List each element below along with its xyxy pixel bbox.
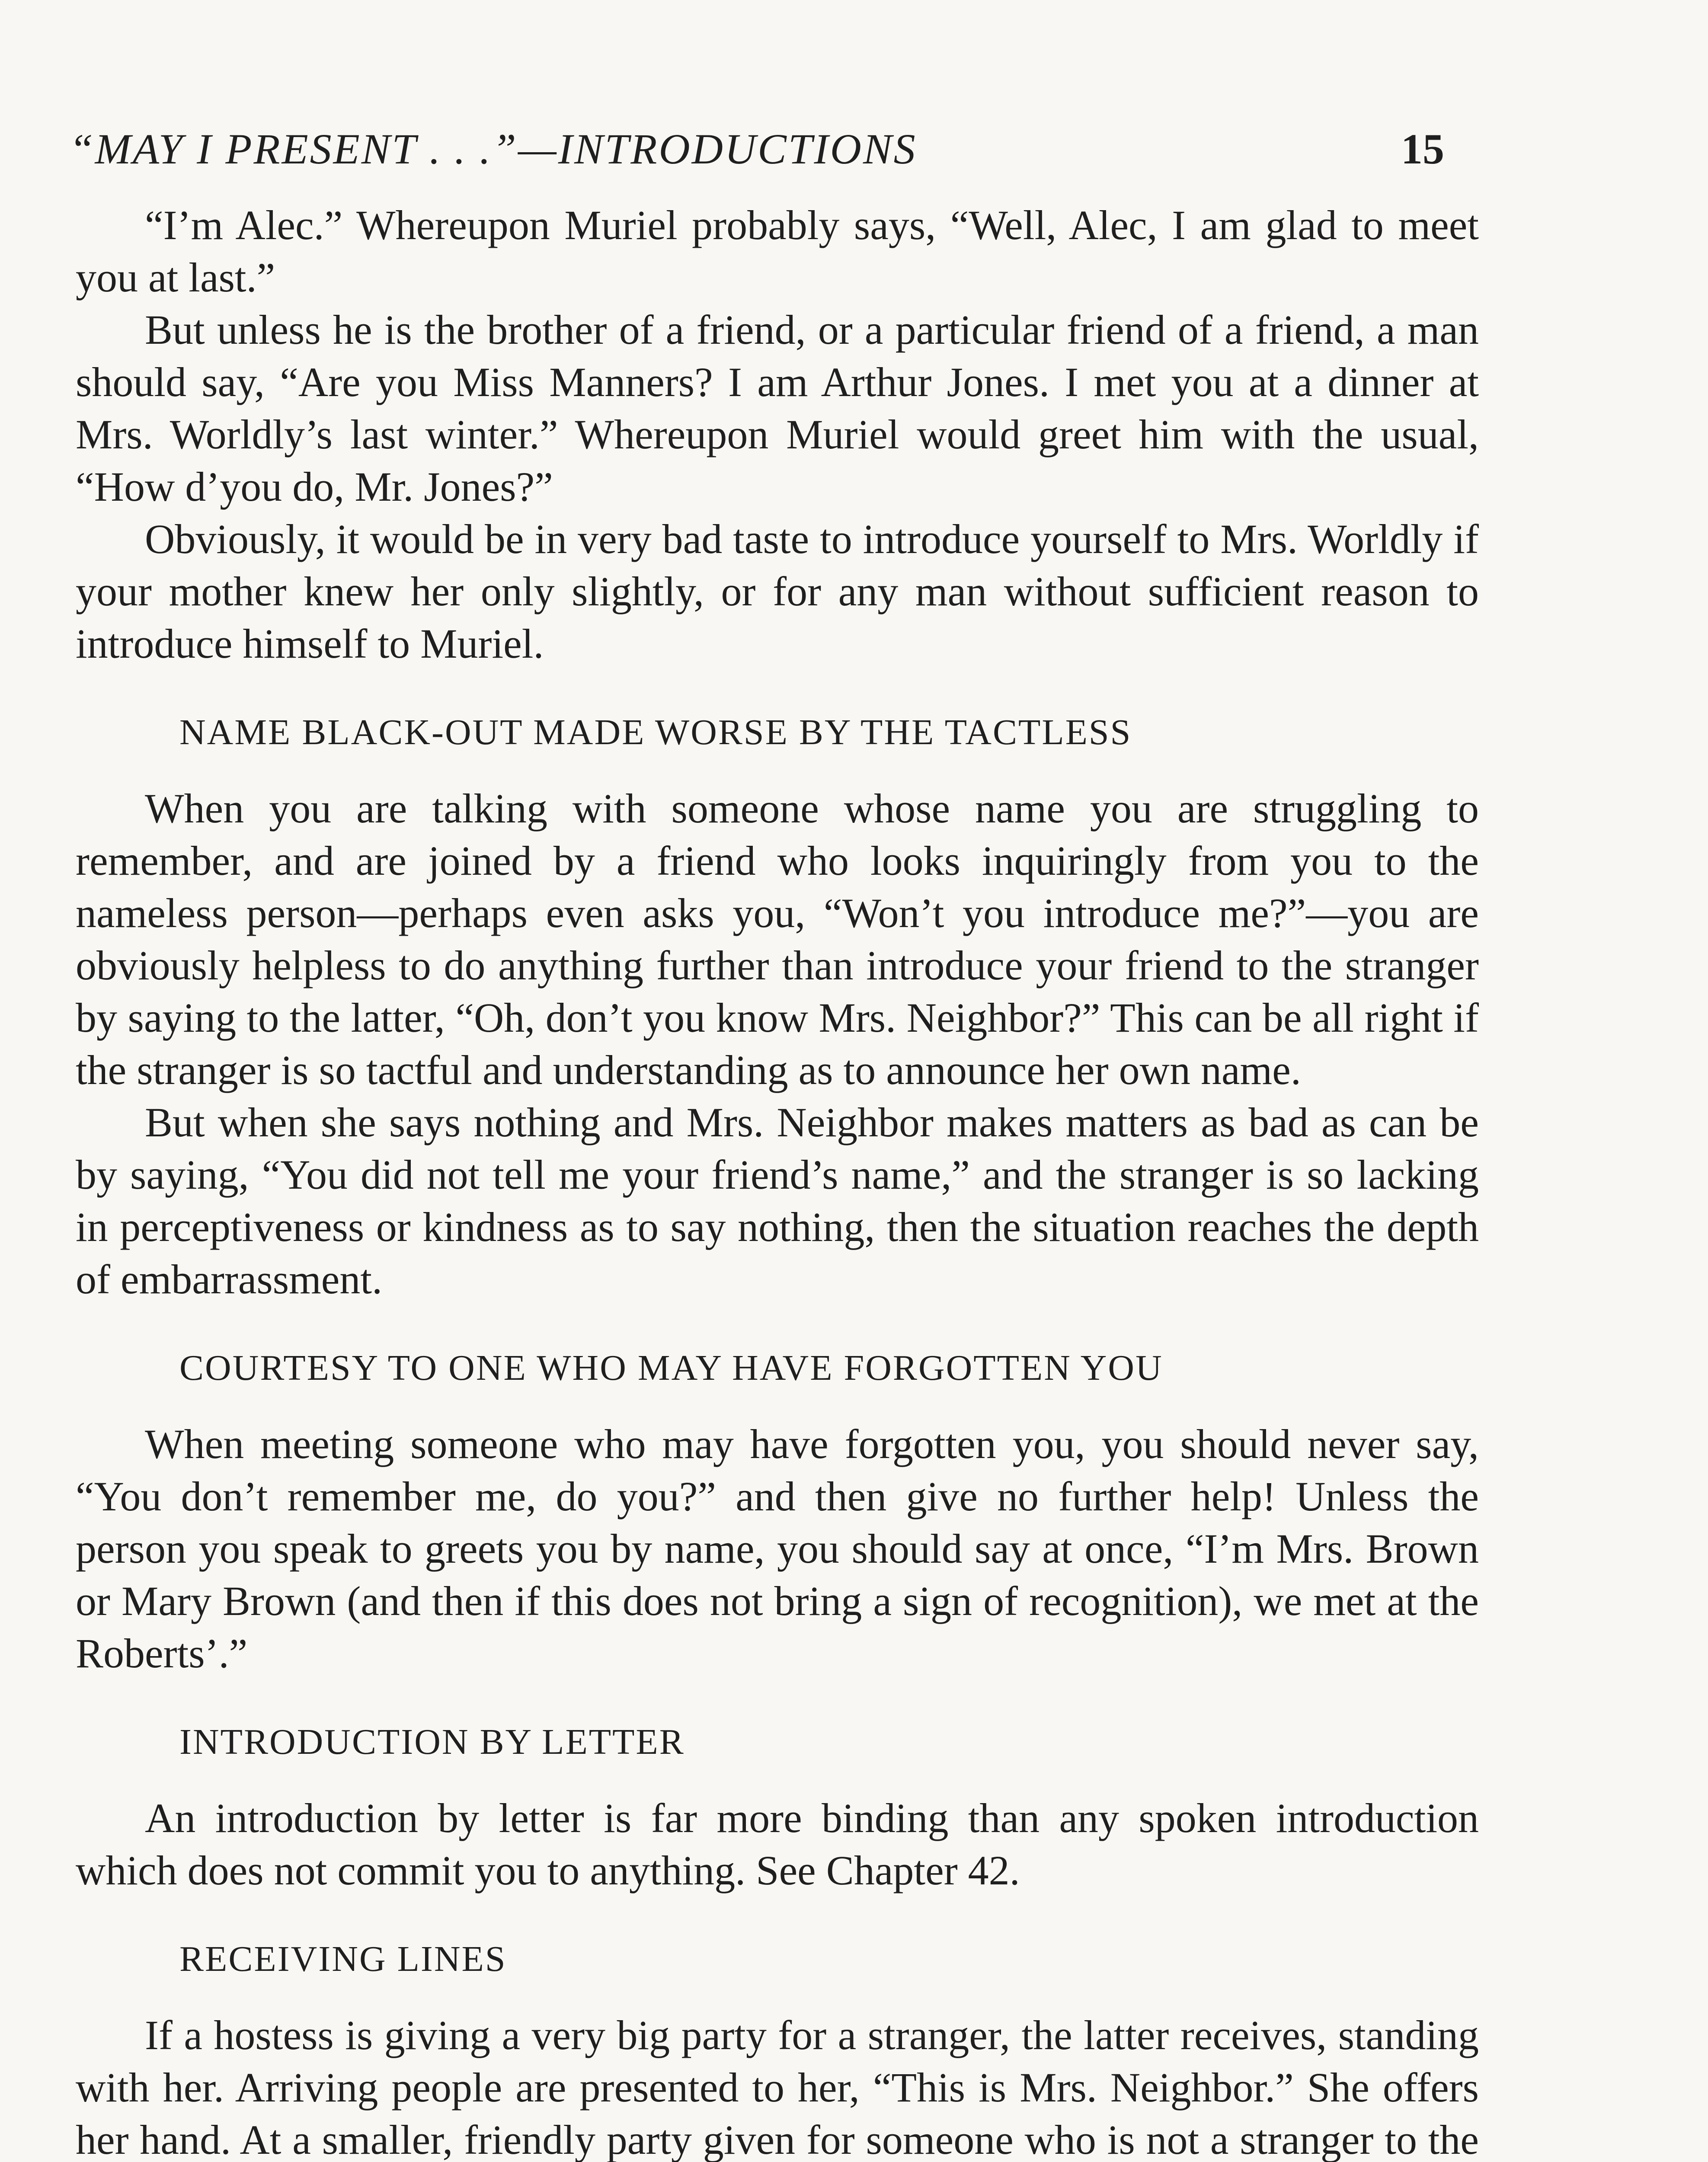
- page-body: [76, 199, 1479, 2162]
- paragraph-7: An introduction by letter is far more binding than any spoken introduction which does not commit you to anything. See Chapter 42.: [76, 1795, 1479, 1893]
- section-heading-receiving-lines: RECEIVING LINES: [179, 1939, 507, 1979]
- running-head: “MAY I PRESENT . . .”—INTRODUCTIONS: [69, 125, 917, 173]
- paragraph-5: But when she says nothing and Mrs. Neighbor makes matters as bad as can be by saying, “You did not tell me your friend’s name,” and the stranger is so lacking in perceptiveness or kindness as to say nothing, then the situation reaches the depth of embarrassment.: [76, 1099, 1479, 1302]
- paragraph-4: When you are talking with someone whose name you are struggling to remember, and are joined by a friend who looks inquiringly from you to the nameless person—perhaps even asks you, “Won’t you introduce me?”—you are obviously helpless to do anything further than introduce your friend to the stranger by saying to the latter, “Oh, don’t you know Mrs. Neighbor?” This can be all right if the stranger is so tactful and understanding as to announce her own name.: [76, 785, 1479, 1093]
- paragraph-6: When meeting someone who may have forgotten you, you should never say, “You don’t remember me, do you?” and then give no further help! Unless the person you speak to greets you by name, you should say at once, “I’m Mrs. Brown or Mary Brown (and then if this does not bring a sign of recognition), we met at the Roberts’.”: [76, 1421, 1479, 1676]
- section-heading-courtesy: COURTESY TO ONE WHO MAY HAVE FORGOTTEN YOU: [179, 1348, 1163, 1388]
- section-heading-introduction-by-letter: INTRODUCTION BY LETTER: [179, 1722, 685, 1762]
- section-heading-name-black-out: NAME BLACK-OUT MADE WORSE BY THE TACTLESS: [179, 712, 1132, 752]
- paragraph-2: But unless he is the brother of a friend, or a particular friend of a friend, a man should say, “Are you Miss Manners? I am Arthur Jones. I met you at a dinner at Mrs. Worldly’s last winter.” Whereupon Muriel would greet him with the usual, “How d’you do, Mr. Jones?”: [76, 307, 1479, 510]
- paragraph-1: “I’m Alec.” Whereupon Muriel probably says, “Well, Alec, I am glad to meet you at last.”: [76, 202, 1479, 301]
- paragraph-3: Obviously, it would be in very bad taste to introduce yourself to Mrs. Worldly if your mother knew her only slightly, or for any man without sufficient reason to introduce himself to Muriel.: [76, 516, 1479, 667]
- page-header: [69, 117, 1496, 182]
- paragraph-8: If a hostess is giving a very big party for a stranger, the latter receives, standing with her. Arriving people are presented to her, “This is Mrs. Neighbor.” She offers her hand. At a smaller, friendly party given for someone who is not a stranger to the: [76, 2012, 1479, 2162]
- page-number: 15: [1401, 125, 1444, 173]
